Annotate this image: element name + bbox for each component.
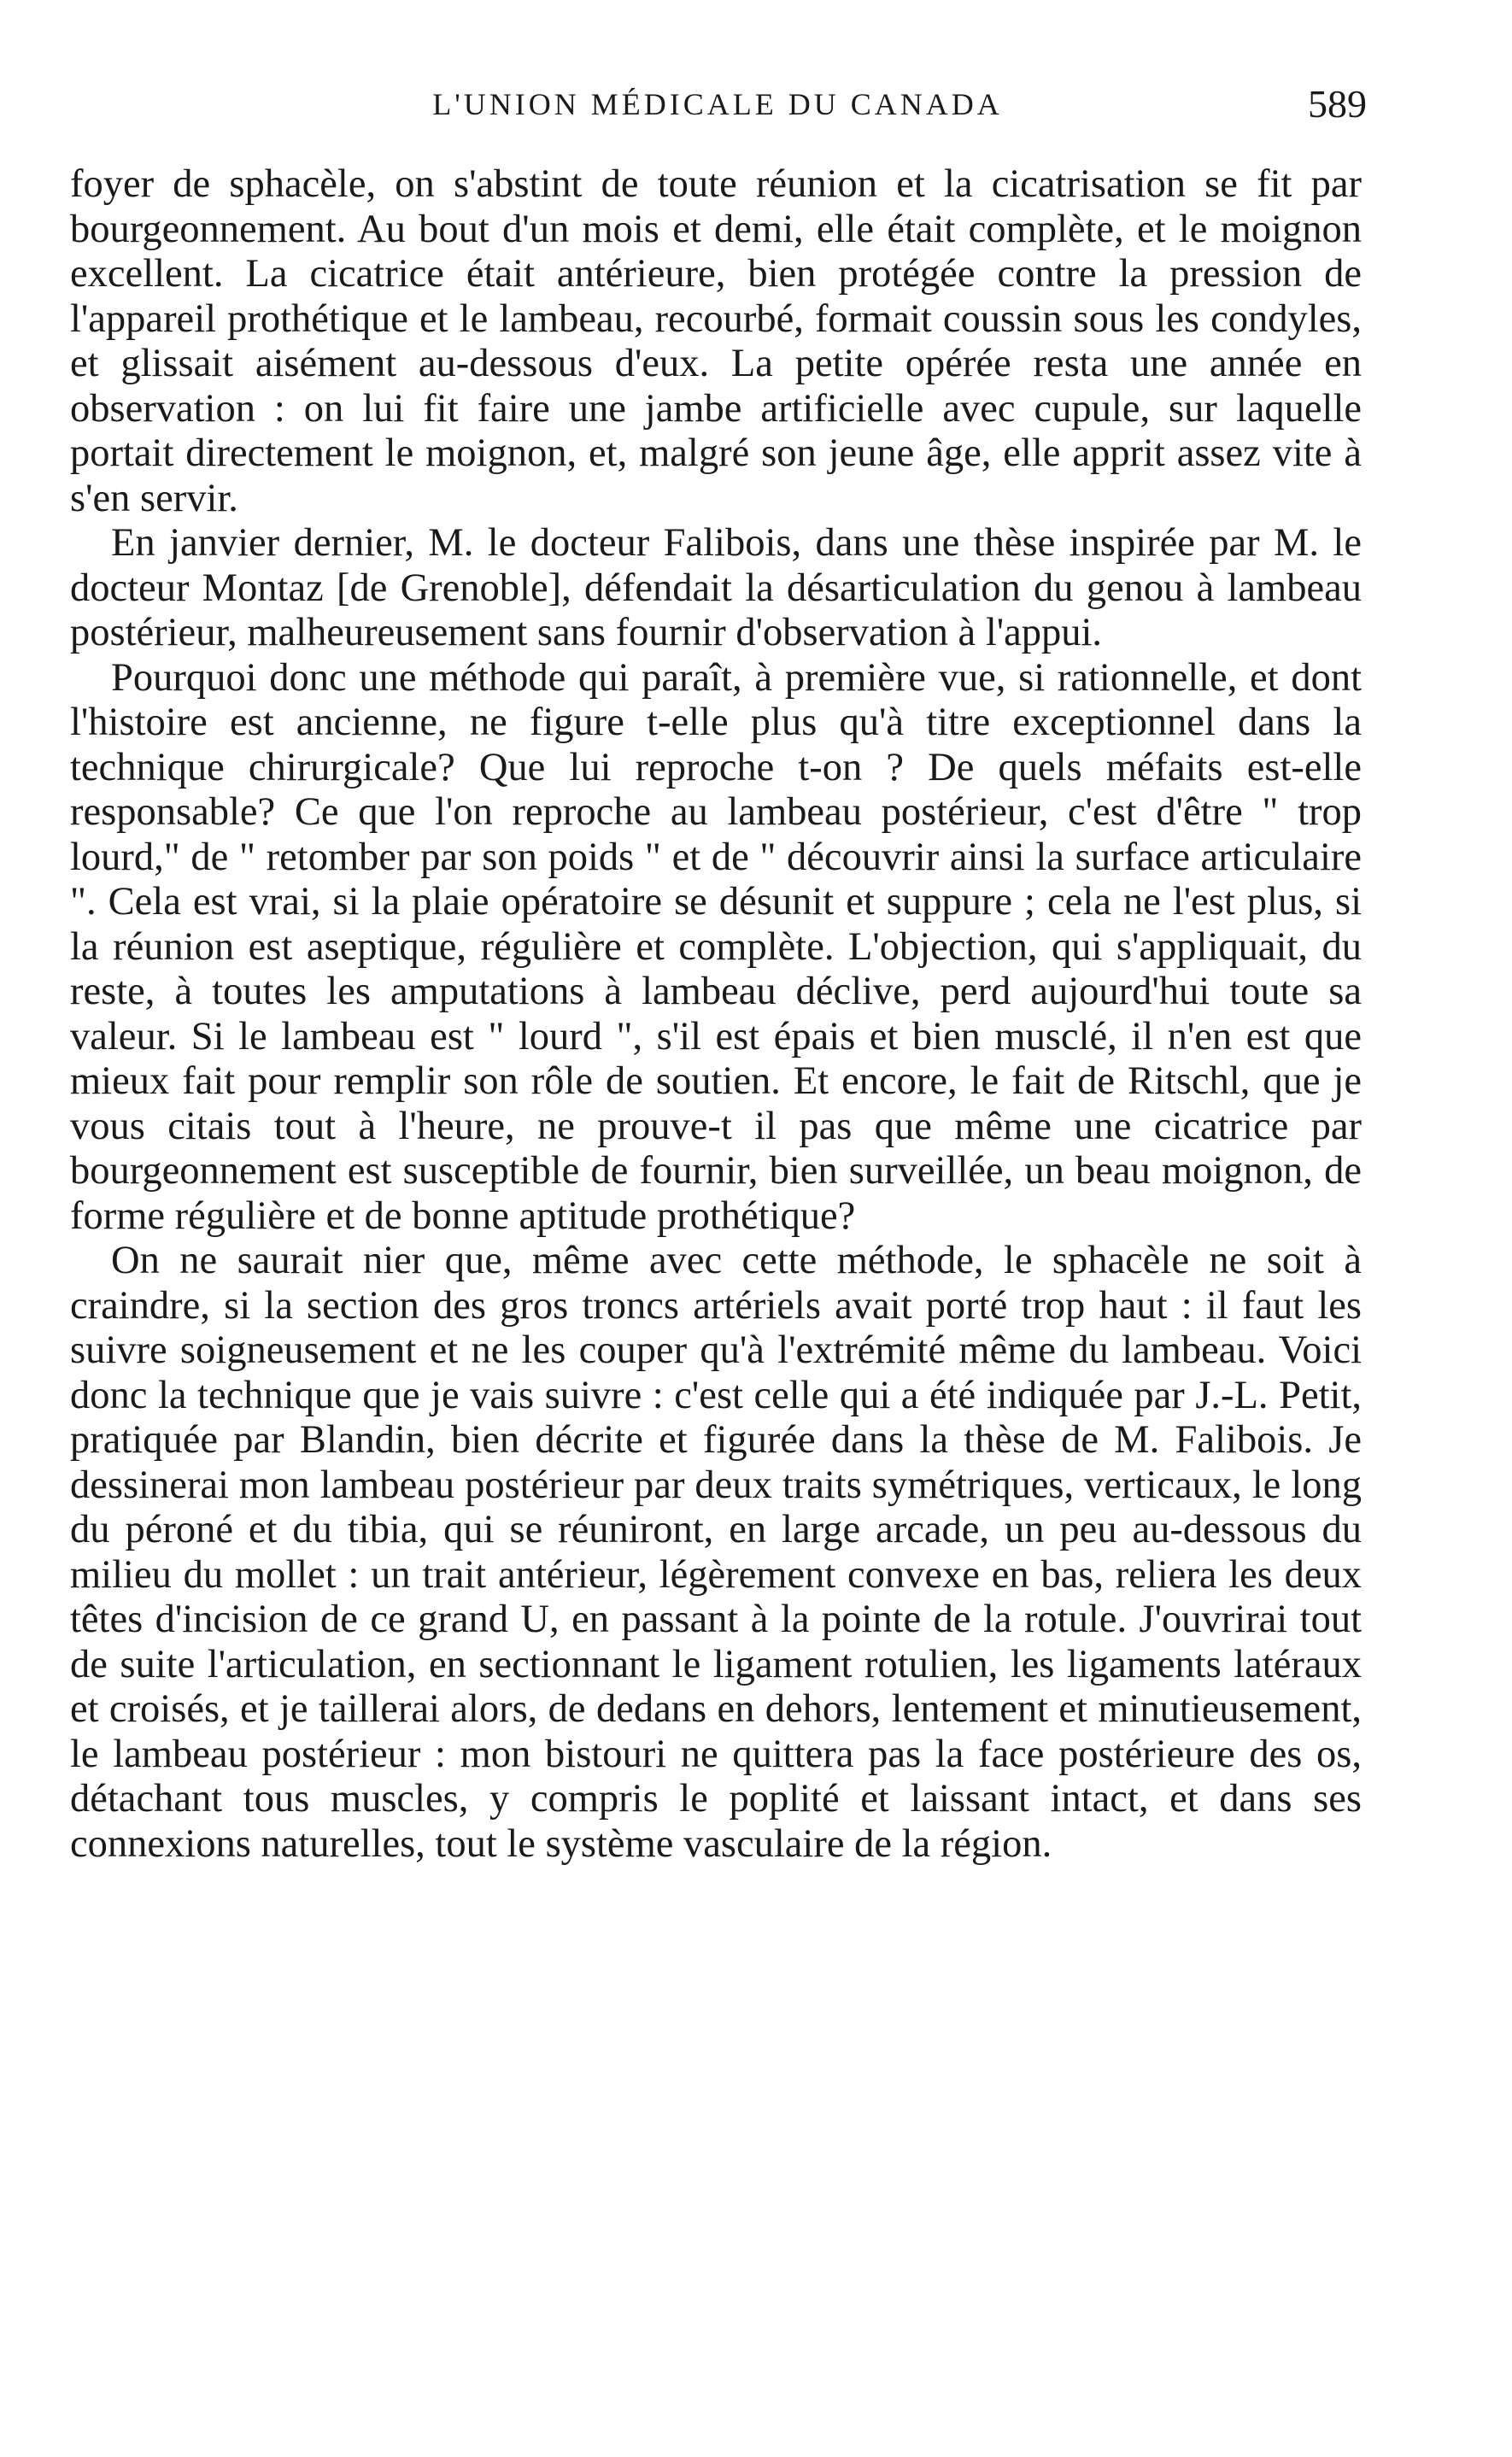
paragraph-objections: Pourquoi donc une méthode qui paraît, à première vue, si rationnelle, et dont l'histoire est ancienne, ne figure t-elle plus qu'à titre exceptionnel dans la technique chirurgicale? Que lui reproche t-on ? De quels méfaits est-elle responsable? Ce que l'on reproche au lambeau postérieur, c'est d'être " trop lourd," de " retomber par son poids " et de " découvrir ainsi la surface articulaire ". Cela est vrai, si la plaie opératoire se désunit et suppure ; cela ne l'est plus, si la réunion est aseptique, régulière et complète. L'objection, qui s'appliquait, du reste, à toutes les amputations à lambeau déclive, perd aujourd'hui toute sa valeur. Si le lambeau est " lourd ", s'il est épais et bien musclé, il n'en est que mieux fait pour remplir son rôle de soutien. Et encore, le fait de Ritschl, que je vous citais tout à l'heure, ne prouve-t il pas que même une cicatrice par bourgeonnement est susceptible de fournir, bien surveillée, un beau moignon, de forme régulière et de bonne aptitude prothétique? <box>70 655 1362 1238</box>
body-text <box>70 162 1362 1867</box>
running-head <box>68 79 1367 130</box>
running-title: L'UNION MÉDICALE DU CANADA <box>432 87 1003 121</box>
page-number: 589 <box>1308 82 1367 126</box>
paragraph-technique: On ne saurait nier que, même avec cette méthode, le sphacèle ne soit à craindre, si la section des gros troncs artériels avait porté trop haut : il faut les suivre soigneusement et ne les couper qu'à l'extrémité même du lambeau. Voici donc la technique que je vais suivre : c'est celle qui a été indiquée par J.-L. Petit, pratiquée par Blandin, bien décrite et figurée dans la thèse de M. Falibois. Je dessinerai mon lambeau postérieur par deux traits symétriques, verticaux, le long du péroné et du tibia, qui se réuniront, en large arcade, un peu au-dessous du milieu du mollet : un trait antérieur, légèrement convexe en bas, reliera les deux têtes d'incision de ce grand U, en passant à la pointe de la rotule. J'ouvrirai tout de suite l'articulation, en sectionnant le ligament rotulien, les ligaments latéraux et croisés, et je taillerai alors, de dedans en dehors, lentement et minutieusement, le lambeau postérieur : mon bistouri ne quittera pas la face postérieure des os, détachant tous muscles, y compris le poplité et laissant intact, et dans ses connexions naturelles, tout le système vasculaire de la région. <box>70 1239 1362 1866</box>
paragraph-falibois-thesis: En janvier dernier, M. le docteur Falibois, dans une thèse inspirée par M. le docteur Montaz [de Grenoble], défendait la désarticulation du genou à lambeau postérieur, malheureusement sans fournir d'observation à l'appui. <box>70 521 1362 654</box>
paragraph-continuation: foyer de sphacèle, on s'abstint de toute réunion et la cicatrisation se fit par bourgeonnement. Au bout d'un mois et demi, elle était complète, et le moignon excellent. La cicatrice était antérieure, bien protégée contre la pression de l'appareil prothétique et le lambeau, recourbé, formait coussin sous les condyles, et glissait aisément au-dessous d'eux. La petite opérée resta une année en observation : on lui fit faire une jambe artificielle avec cupule, sur laquelle portait directement le moignon, et, malgré son jeune âge, elle apprit assez vite à s'en servir. <box>70 162 1362 520</box>
